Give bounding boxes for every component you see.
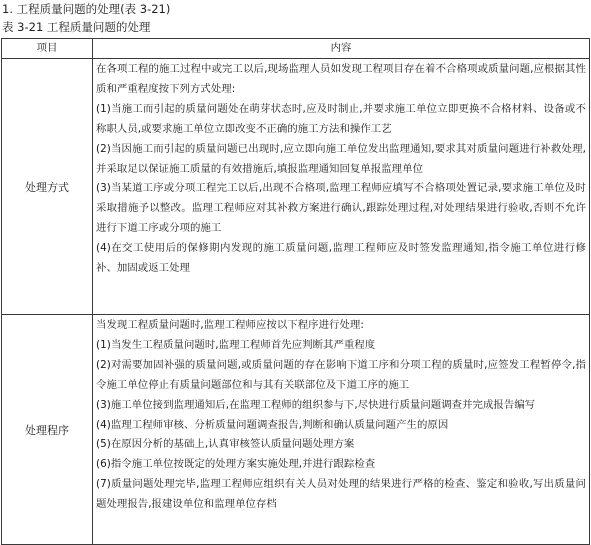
content-paragraph: (4)监理工程师审核、分析质量问题调查报告,判断和确认质量问题产生的原因 [96,418,449,431]
header-item: 项目 [2,39,93,59]
quality-issue-table [1,38,590,545]
content-paragraph: (4)在交工使用后的保修期内发现的施工质量问题,监理工程师应及时签发监理通知,指令施工单位进行修补、加固或返工处理 [96,242,586,275]
content-paragraph: (5)在原因分析的基础上,认真审核签认质量问题处理方案 [96,438,355,451]
table-row [2,59,590,315]
content-paragraph: (1)当施工而引起的质量问题处在萌芽状态时,应及时制止,并要求施工单位立即更换不合格材料、设备或不称职人员,或要求施工单位立即改变不正确的施工方法和操作工艺 [96,102,586,135]
section-heading: 1. 工程质量问题的处理(表 3-21) [2,2,171,16]
row-content-handling-method [93,59,590,315]
content-paragraph: 当发现工程质量问题时,监理工程师应按以下程序进行处理: [96,319,364,331]
content-paragraph: (7)质量问题处理完毕,监理工程师应组织有关人员对处理的结果进行严格的检查、鉴定和验收,写出质量问题处理报告,报建设单位和监理单位存档 [96,478,586,511]
row-item-handling-method: 处理方式 [2,59,93,315]
content-paragraph: (3)当某道工序或分项工程完工以后,出现不合格项,监理工程师应填写不合格项处置记录,要求施工单位及时采取措施予以整改。监理工程师应对其补救方案进行确认,跟踪处理过程,对处理结果进行验收,否则不允许进行下道工序或分项的施工 [96,182,586,235]
content-paragraph: 在各项工程的施工过程中或完工以后,现场监理人员如发现工程项目存在着不合格项或质量问题,应根据其性质和严重程度按下列方式处理: [96,63,586,95]
content-paragraph: (6)指令施工单位按既定的处理方案实施处理,并进行跟踪检查 [96,458,376,471]
table-caption: 表 3-21 工程质量问题的处理 [2,20,151,34]
table-header-row [2,39,590,59]
header-content: 内容 [93,39,590,59]
content-paragraph: (1)当发生工程质量问题时,监理工程师首先应判断其严重程度 [96,338,376,351]
table-row [2,315,590,545]
row-item-handling-procedure: 处理程序 [2,315,93,545]
content-paragraph: (3)施工单位接到监理通知后,在监理工程师的组织参与下,尽快进行质量问题调查并完成报告编写 [96,398,536,411]
row-content-handling-procedure [93,315,590,545]
content-paragraph: (2)当因施工而引起的质量问题已出现时,应立即向施工单位发出监理通知,要求其对质量问题进行补救处理,并采取足以保证施工质量的有效措施后,填报监理通知回复单报监理单位 [96,142,586,175]
content-paragraph: (2)对需要加固补强的质量问题,或质量问题的存在影响下道工序和分项工程的质量时,应签发工程暂停令,指令施工单位停止有质量问题部位和与其有关联部位及下道工序的施工 [96,358,586,391]
